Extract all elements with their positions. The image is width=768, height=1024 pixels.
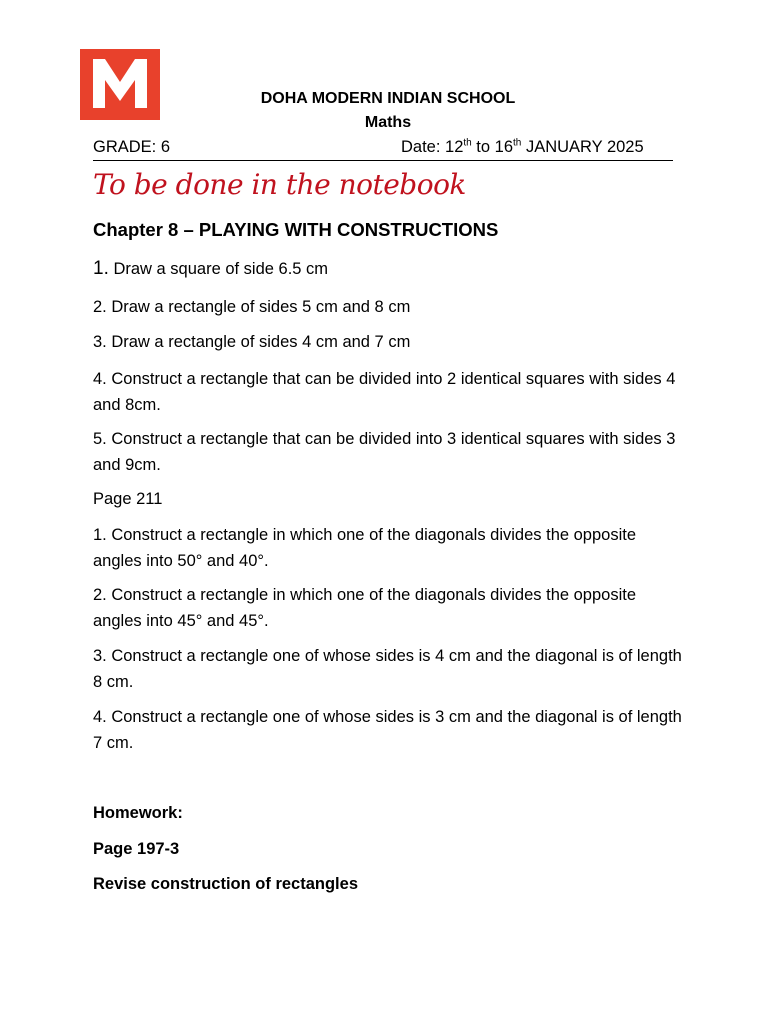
homework-title: Homework: <box>93 804 183 822</box>
page-label: Page 211 <box>93 490 163 508</box>
page-exercise-item: 3. Construct a rectangle one of whose sides is 4 cm and the diagonal is of length 8 cm. <box>93 647 682 691</box>
exercise-item: 2. Draw a rectangle of sides 5 cm and 8 cm <box>93 298 411 316</box>
school-logo-m-icon <box>80 49 160 120</box>
page-exercise-item: 4. Construct a rectangle one of whose sides is 3 cm and the diagonal is of length 7 cm. <box>93 708 682 752</box>
homework-page: Page 197-3 <box>93 840 180 858</box>
grade-label: GRADE: 6 <box>93 138 171 156</box>
page-exercise-item: 2. Construct a rectangle in which one of the diagonals divides the opposite angles into 45° and 45°. <box>93 586 637 630</box>
subject-title: Maths <box>364 114 412 131</box>
page-exercise-item: 1. Construct a rectangle in which one of the diagonals divides the opposite angles into 50° and 40°. <box>93 526 637 570</box>
exercise-item: 3. Draw a rectangle of sides 4 cm and 7 cm <box>93 333 411 351</box>
grade-date-row <box>93 136 673 161</box>
exercise-item: 4. Construct a rectangle that can be divided into 2 identical squares with sides 4 and 8cm. <box>93 370 676 414</box>
exercise-item: 1. Draw a square of side 6.5 cm <box>93 258 329 279</box>
homework-task: Revise construction of rectangles <box>93 875 358 893</box>
school-name: DOHA MODERN INDIAN SCHOOL <box>260 90 516 107</box>
date-label: Date: 12th to 16th JANUARY 2025 <box>401 137 644 156</box>
exercise-item: 5. Construct a rectangle that can be divided into 3 identical squares with sides 3 and 9cm. <box>93 430 676 474</box>
notebook-instruction: To be done in the notebook <box>93 168 466 201</box>
chapter-title: Chapter 8 – PLAYING WITH CONSTRUCTIONS <box>93 219 499 240</box>
